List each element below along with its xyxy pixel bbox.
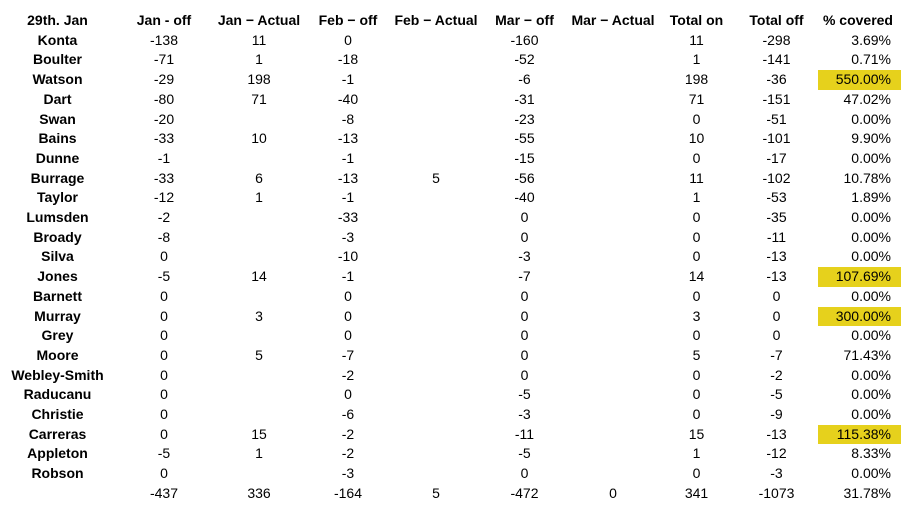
table-row (0, 326, 901, 346)
jan-off-cell: -5 (157, 445, 171, 462)
table-row (0, 208, 901, 228)
jan-actual-cell (213, 366, 305, 386)
jan-off-cell: 0 (160, 366, 168, 383)
header-pct-covered: % covered (822, 12, 893, 28)
feb-actual-cell (391, 287, 481, 307)
feb-actual-cell (391, 425, 481, 445)
mar-actual-cell (568, 307, 658, 327)
jan-off-cell: 0 (160, 346, 168, 363)
total-on-cell: 0 (692, 149, 701, 166)
total-on-cell: 3 (692, 307, 701, 324)
table-row (0, 267, 901, 287)
header-mar-actual: Mar − Actual (571, 12, 655, 28)
total-off-cell: -35 (766, 209, 787, 226)
pct-covered-cell: 9.90% (851, 130, 891, 147)
player-name: Dart (43, 90, 72, 107)
total-on-cell: 198 (684, 71, 709, 88)
table-row (0, 307, 901, 327)
feb-actual-cell (391, 208, 481, 228)
table-row (0, 366, 901, 386)
total-feb-off-cell: -164 (333, 484, 363, 501)
total-off-cell: -11 (766, 228, 787, 245)
mar-actual-cell (568, 346, 658, 366)
jan-actual-cell: 6 (255, 169, 263, 186)
jan-actual-cell (213, 228, 305, 248)
mar-off-cell: 0 (520, 209, 529, 226)
header-total-off: Total off (749, 12, 804, 28)
pct-covered-cell: 0.00% (851, 149, 891, 166)
feb-off-cell: -18 (337, 51, 359, 68)
mar-actual-cell (568, 188, 658, 208)
jan-off-cell: -12 (153, 189, 175, 206)
mar-off-cell: -5 (518, 445, 531, 462)
jan-off-cell: 0 (160, 248, 168, 265)
jan-actual-cell (213, 326, 305, 346)
jan-actual-cell: 1 (255, 51, 263, 68)
feb-off-cell: -7 (341, 346, 355, 363)
jan-off-cell: -33 (153, 130, 175, 147)
jan-off-cell: -29 (153, 71, 175, 88)
table-row (0, 287, 901, 307)
mar-actual-cell (568, 31, 658, 51)
total-on-cell: 0 (692, 228, 701, 245)
table-row (0, 247, 901, 267)
table-row (0, 90, 901, 110)
mar-actual-cell (568, 287, 658, 307)
table-row (0, 50, 901, 70)
jan-off-cell: -20 (153, 110, 175, 127)
total-jan-actual-cell: 336 (247, 484, 271, 501)
jan-actual-cell: 10 (251, 130, 267, 147)
total-on-cell: 1 (692, 445, 701, 462)
mar-actual-cell (568, 50, 658, 70)
total-off-cell: -151 (762, 90, 791, 107)
total-jan-off-cell: -437 (149, 484, 179, 501)
feb-actual-cell (391, 346, 481, 366)
total-on-cell: 0 (692, 465, 701, 482)
pct-covered-cell: 0.00% (851, 366, 891, 383)
table-row (0, 31, 901, 51)
feb-actual-cell (391, 228, 481, 248)
jan-actual-cell (213, 405, 305, 425)
pct-covered-cell: 0.00% (851, 209, 891, 226)
total-on-cell: 0 (692, 287, 701, 304)
feb-off-cell: -2 (341, 366, 355, 383)
feb-off-cell: -13 (337, 130, 359, 147)
player-name: Silva (41, 248, 74, 265)
feb-actual-cell (391, 405, 481, 425)
pct-covered-cell: 0.00% (851, 386, 891, 403)
total-off-cell: -13 (766, 248, 787, 265)
header-mar-off: Mar − off (495, 12, 554, 28)
feb-actual-cell (391, 110, 481, 130)
jan-off-cell: -71 (153, 51, 175, 68)
mar-actual-cell (568, 425, 658, 445)
mar-off-cell: 0 (520, 327, 529, 344)
pct-covered-cell: 0.00% (851, 248, 891, 265)
mar-actual-cell (568, 247, 658, 267)
mar-off-cell: -3 (518, 248, 531, 265)
pct-covered-cell: 107.69% (818, 267, 901, 287)
feb-actual-cell (391, 307, 481, 327)
total-mar-off-cell: -472 (510, 484, 539, 501)
player-name: Bains (38, 130, 77, 147)
total-off-cell: -298 (762, 31, 791, 48)
total-off-cell: -2 (770, 366, 783, 383)
header-total-on: Total on (669, 12, 724, 28)
total-on-cell: 11 (689, 169, 704, 186)
total-on-cell: 71 (688, 90, 705, 107)
pct-covered-cell: 3.69% (851, 31, 891, 48)
table-row (0, 346, 901, 366)
mar-off-cell: -3 (518, 406, 531, 423)
total-off-cell: -53 (766, 189, 787, 206)
jan-actual-cell: 14 (251, 268, 267, 285)
total-total-off-cell: -1073 (758, 484, 795, 501)
table-row (0, 169, 901, 189)
total-on-cell: 15 (688, 425, 705, 442)
pct-covered-cell: 0.00% (851, 110, 891, 127)
total-pct-covered-cell: 31.78% (843, 484, 891, 501)
pct-covered-cell: 0.00% (851, 465, 891, 482)
player-name: Webley-Smith (11, 366, 104, 383)
mar-off-cell: 0 (520, 346, 529, 363)
mar-actual-cell (568, 267, 658, 287)
mar-off-cell: 0 (520, 287, 529, 304)
player-name: Konta (37, 31, 78, 48)
feb-actual-cell (391, 129, 481, 149)
jan-actual-cell: 3 (255, 307, 263, 324)
feb-off-cell: -1 (341, 268, 355, 285)
pct-covered-cell: 0.00% (851, 228, 891, 245)
feb-off-cell: -1 (341, 189, 355, 206)
mar-off-cell: 0 (520, 366, 529, 383)
mar-off-cell: -31 (514, 90, 535, 107)
pct-covered-cell: 0.00% (851, 327, 891, 344)
player-name: Moore (36, 346, 79, 363)
feb-off-cell: -1 (341, 71, 355, 88)
jan-actual-cell (213, 464, 305, 484)
feb-actual-cell (391, 90, 481, 110)
player-name: Dunne (35, 149, 80, 166)
total-on-cell: 0 (692, 110, 701, 127)
total-feb-actual-cell: 5 (432, 484, 440, 501)
mar-off-cell: -15 (514, 149, 535, 166)
total-off-cell: -36 (766, 71, 787, 88)
mar-off-cell: 0 (520, 465, 529, 482)
total-off-cell: -17 (766, 149, 787, 166)
total-off-cell: -141 (762, 51, 791, 68)
jan-off-cell: 0 (160, 386, 168, 403)
total-on-cell: 0 (692, 366, 701, 383)
mar-off-cell: 0 (520, 307, 529, 324)
pct-covered-cell: 10.78% (843, 169, 891, 186)
table-row (0, 444, 901, 464)
pct-covered-cell: 0.00% (851, 287, 891, 304)
jan-actual-cell: 15 (251, 425, 267, 442)
table-row (0, 228, 901, 248)
jan-off-cell: -1 (157, 149, 171, 166)
pct-covered-cell: 8.33% (851, 445, 891, 462)
total-on-cell: 11 (689, 31, 704, 48)
feb-actual-cell (391, 366, 481, 386)
mar-actual-cell (568, 385, 658, 405)
header-feb-off: Feb − off (318, 12, 378, 28)
feb-off-cell: -3 (341, 465, 355, 482)
pct-covered-cell: 71.43% (843, 346, 891, 363)
mar-actual-cell (568, 90, 658, 110)
table-row (0, 464, 901, 484)
jan-off-cell: -80 (153, 90, 175, 107)
mar-off-cell: -55 (514, 130, 535, 147)
feb-actual-cell (391, 385, 481, 405)
totals-row (0, 484, 901, 504)
mar-actual-cell (568, 169, 658, 189)
feb-actual-cell (391, 326, 481, 346)
feb-actual-cell (391, 31, 481, 51)
header-jan-off: Jan - off (136, 12, 192, 28)
total-on-cell: 0 (692, 209, 701, 226)
jan-actual-cell (213, 208, 305, 228)
player-name: Boulter (33, 51, 82, 68)
mar-off-cell: -52 (514, 51, 535, 68)
mar-actual-cell (568, 70, 658, 90)
total-on-cell: 0 (692, 327, 701, 344)
feb-off-cell: -3 (341, 228, 355, 245)
feb-off-cell: -2 (341, 425, 355, 442)
feb-actual-cell (391, 267, 481, 287)
total-on-cell: 14 (688, 268, 705, 285)
mar-actual-cell (568, 129, 658, 149)
table-body (0, 31, 901, 504)
pct-covered-cell: 1.89% (851, 189, 891, 206)
player-name: Jones (37, 268, 78, 285)
total-off-cell: -5 (770, 386, 783, 403)
feb-off-cell: -1 (341, 149, 355, 166)
jan-off-cell: 0 (160, 425, 168, 442)
player-name: Grey (41, 327, 74, 344)
pct-covered-cell: 47.02% (843, 90, 891, 107)
feb-actual-cell (391, 188, 481, 208)
feb-off-cell: -13 (337, 169, 359, 186)
mar-actual-cell (568, 464, 658, 484)
mar-actual-cell (568, 208, 658, 228)
table-row (0, 188, 901, 208)
feb-off-cell: -6 (341, 406, 355, 423)
table-row (0, 129, 901, 149)
table-row (0, 405, 901, 425)
table-row (0, 110, 901, 130)
feb-actual-cell (391, 464, 481, 484)
feb-off-cell: 0 (344, 327, 352, 344)
player-name: Raducanu (23, 386, 92, 403)
coverage-table (0, 11, 901, 504)
header-row (0, 11, 901, 31)
mar-actual-cell (568, 366, 658, 386)
table-row (0, 70, 901, 90)
player-name: Taylor (37, 189, 78, 206)
feb-actual-cell (391, 444, 481, 464)
total-off-cell: -102 (762, 169, 791, 186)
player-name: Watson (32, 71, 83, 88)
table-row (0, 385, 901, 405)
jan-off-cell: -2 (157, 209, 171, 226)
jan-actual-cell: 5 (255, 346, 263, 363)
header-jan-actual: Jan − Actual (217, 12, 301, 28)
mar-actual-cell (568, 444, 658, 464)
mar-off-cell: -40 (514, 189, 535, 206)
player-name: Barnett (32, 287, 82, 304)
total-off-cell: -13 (766, 268, 787, 285)
feb-off-cell: -8 (341, 110, 355, 127)
jan-actual-cell: 71 (251, 90, 267, 107)
pct-covered-cell: 550.00% (818, 70, 901, 90)
mar-actual-cell (568, 405, 658, 425)
mar-off-cell: -5 (518, 386, 531, 403)
jan-off-cell: -33 (153, 169, 175, 186)
player-name: Broady (33, 228, 82, 245)
player-name: Lumsden (26, 209, 89, 226)
total-on-cell: 1 (692, 189, 701, 206)
feb-off-cell: -2 (341, 445, 355, 462)
total-on-cell: 1 (692, 51, 701, 68)
mar-off-cell: -23 (514, 110, 535, 127)
player-name: Murray (34, 307, 81, 324)
jan-off-cell: -5 (157, 268, 171, 285)
pct-covered-cell: 115.38% (818, 425, 901, 445)
total-player-name (0, 484, 115, 504)
total-on-cell: 5 (692, 346, 701, 363)
jan-off-cell: -138 (149, 31, 179, 48)
jan-actual-cell: 11 (251, 31, 267, 48)
mar-actual-cell (568, 326, 658, 346)
feb-off-cell: 0 (344, 307, 352, 324)
feb-actual-cell (391, 149, 481, 169)
jan-off-cell: 0 (160, 406, 168, 423)
mar-actual-cell (568, 149, 658, 169)
jan-actual-cell: 1 (255, 445, 263, 462)
mar-off-cell: -56 (514, 169, 535, 186)
pct-covered-cell: 300.00% (818, 307, 901, 327)
feb-off-cell: 0 (344, 386, 352, 403)
total-on-cell: 0 (692, 386, 701, 403)
feb-off-cell: -10 (337, 248, 359, 265)
player-name: Burrage (30, 169, 85, 186)
mar-off-cell: -11 (514, 425, 535, 442)
table-row (0, 425, 901, 445)
total-on-cell: 10 (688, 130, 705, 147)
jan-off-cell: 0 (160, 307, 168, 324)
mar-off-cell: -7 (518, 268, 531, 285)
player-name: Swan (39, 110, 76, 127)
feb-actual-cell (391, 247, 481, 267)
jan-actual-cell (213, 247, 305, 267)
total-off-cell: -9 (770, 406, 783, 423)
feb-off-cell: 0 (344, 31, 352, 48)
table-row (0, 149, 901, 169)
jan-actual-cell: 198 (247, 71, 271, 88)
jan-actual-cell (213, 287, 305, 307)
feb-off-cell: -33 (337, 209, 359, 226)
jan-actual-cell (213, 110, 305, 130)
player-name: Appleton (27, 445, 88, 462)
jan-actual-cell: 1 (255, 189, 263, 206)
header-feb-actual: Feb − Actual (394, 12, 478, 28)
mar-off-cell: -6 (518, 71, 531, 88)
mar-actual-cell (568, 228, 658, 248)
mar-off-cell: -160 (510, 31, 539, 48)
player-name: Robson (31, 465, 84, 482)
total-on-cell: 0 (692, 406, 701, 423)
total-off-cell: -7 (770, 346, 783, 363)
total-off-cell: -12 (766, 445, 787, 462)
header-date: 29th. Jan (27, 12, 88, 28)
jan-off-cell: 0 (160, 327, 168, 344)
jan-off-cell: 0 (160, 465, 168, 482)
feb-actual-cell (391, 70, 481, 90)
mar-actual-cell (568, 110, 658, 130)
total-mar-actual-cell: 0 (609, 484, 617, 501)
player-name: Carreras (28, 425, 87, 442)
feb-off-cell: 0 (344, 287, 352, 304)
jan-actual-cell (213, 149, 305, 169)
jan-off-cell: 0 (160, 287, 168, 304)
pct-covered-cell: 0.71% (851, 51, 891, 68)
total-total-on-cell: 341 (684, 484, 709, 501)
total-off-cell: 0 (772, 327, 781, 344)
total-on-cell: 0 (692, 248, 701, 265)
total-off-cell: -51 (766, 110, 787, 127)
total-off-cell: -101 (762, 130, 791, 147)
feb-off-cell: -40 (337, 90, 359, 107)
total-off-cell: -13 (766, 425, 787, 442)
mar-off-cell: 0 (520, 228, 529, 245)
total-off-cell: 0 (772, 307, 781, 324)
feb-actual-cell (391, 50, 481, 70)
total-off-cell: -3 (770, 465, 783, 482)
pct-covered-cell: 0.00% (851, 406, 891, 423)
player-name: Christie (31, 406, 84, 423)
jan-actual-cell (213, 385, 305, 405)
feb-actual-cell: 5 (432, 169, 440, 186)
total-off-cell: 0 (772, 287, 781, 304)
jan-off-cell: -8 (157, 228, 171, 245)
